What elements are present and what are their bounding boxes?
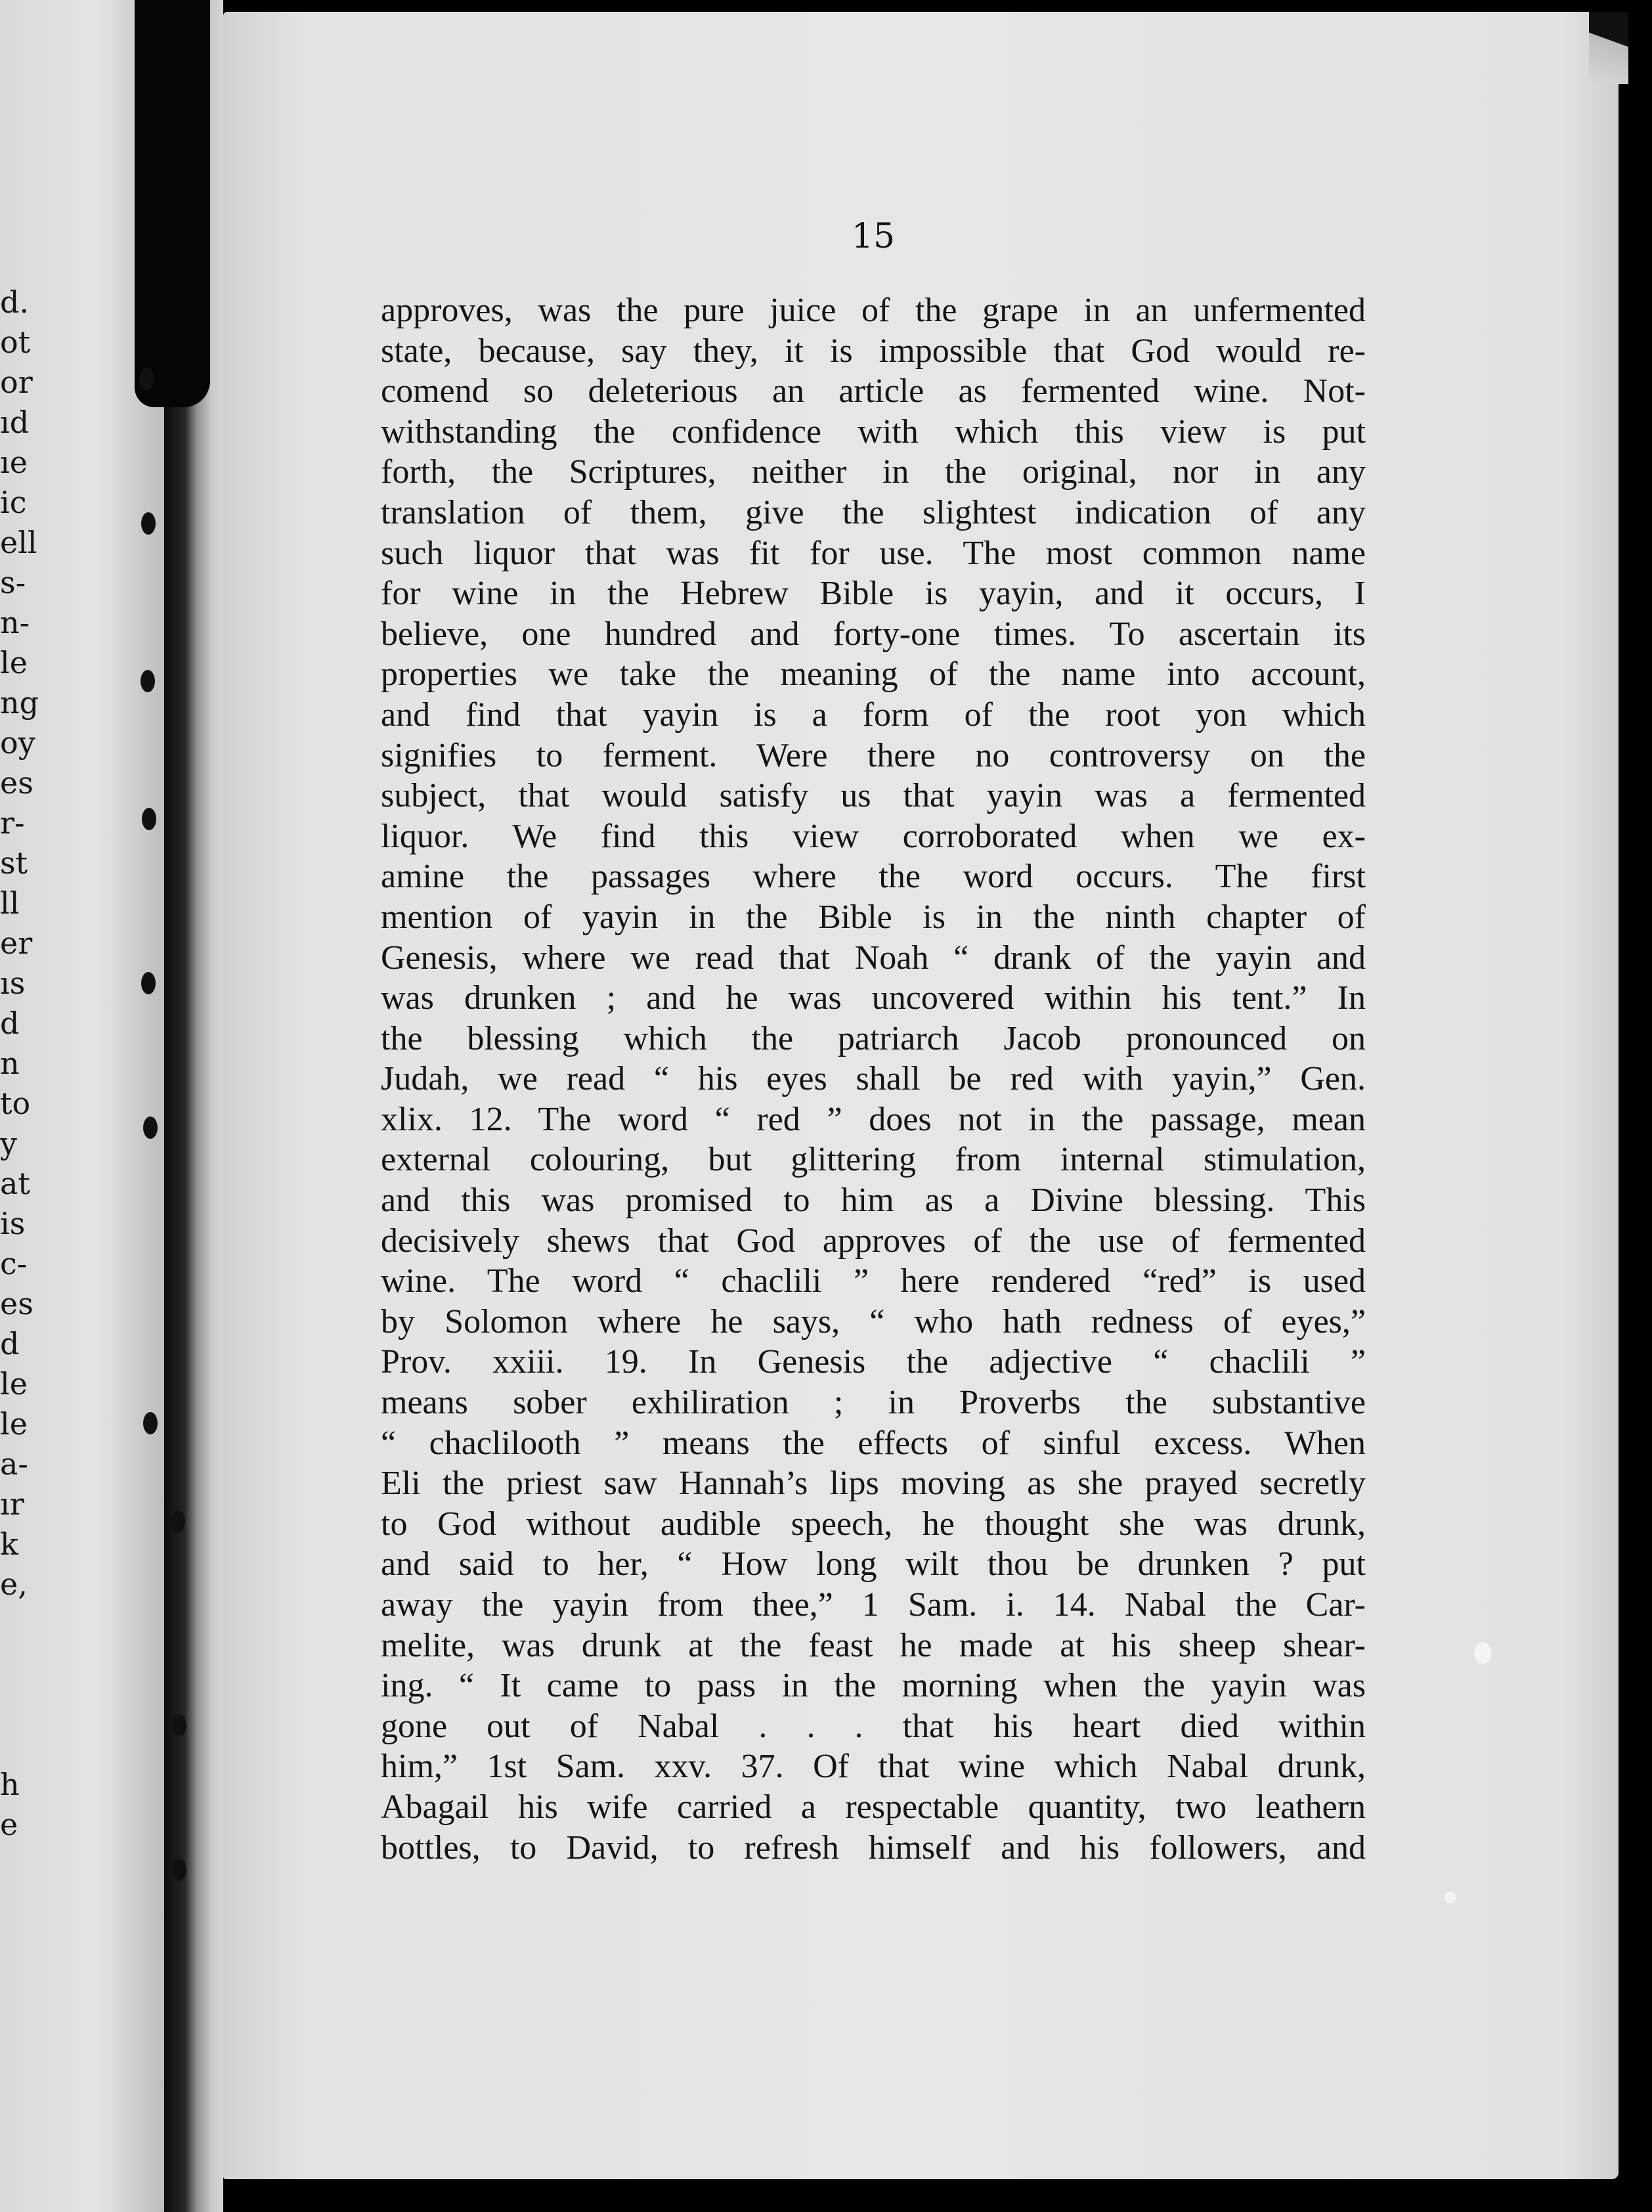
left-fragment: ır: [0, 1486, 24, 1522]
left-fragment: es: [0, 765, 33, 801]
left-fragment: y: [0, 1126, 17, 1161]
text-line: comend so deleterious an article as fermented wine. Not-: [381, 372, 1366, 410]
text-line: properties we take the meaning of the name into account,: [381, 655, 1366, 694]
text-line: and find that yayin is a form of the root yon which: [381, 696, 1366, 734]
left-fragment: k: [0, 1526, 18, 1562]
paper-speck: [1445, 1891, 1456, 1903]
page-corner-fold: [1589, 12, 1628, 84]
text-line: external colouring, but glittering from internal stimulation,: [381, 1141, 1366, 1179]
left-fragment: or: [0, 365, 33, 400]
paper-speck: [1474, 1642, 1491, 1664]
left-fragment: es: [0, 1286, 33, 1321]
text-line: withstanding the confidence with which this view is put: [381, 412, 1366, 451]
left-fragment: a-: [0, 1446, 28, 1482]
left-fragment: s-: [0, 565, 26, 600]
text-line: state, because, say they, it is impossible that God would re-: [381, 332, 1366, 370]
left-fragment: oy: [0, 725, 35, 761]
binding-stitch: [171, 1511, 185, 1533]
binding-stitch: [141, 972, 156, 994]
text-line: liquor. We find this view corroborated when we ex-: [381, 817, 1366, 855]
text-line: away the yayin from thee,” 1 Sam. i. 14. Nabal the Car-: [381, 1586, 1366, 1624]
text-line: for wine in the Hebrew Bible is yayin, and it occurs, I: [381, 575, 1366, 613]
left-fragment: ng: [0, 685, 39, 720]
left-fragment: ell: [0, 525, 37, 560]
left-page-text-fragments: [0, 282, 39, 1845]
binding-stitch: [142, 808, 156, 830]
text-line: Abagail his wife carried a respectable quantity, two leathern: [381, 1788, 1366, 1826]
left-fragment: r-: [0, 805, 25, 841]
text-line: such liquor that was fit for use. The most common name: [381, 534, 1366, 572]
left-fragment: to: [0, 1086, 31, 1121]
text-line: decisively shews that God approves of the use of fermented: [381, 1222, 1366, 1260]
text-line: was drunken ; and he was uncovered within his tent.” In: [381, 979, 1366, 1017]
text-line: gone out of Nabal . . . that his heart died within: [381, 1707, 1366, 1745]
text-line: believe, one hundred and forty-one times. To ascertain its: [381, 615, 1366, 653]
binding-stitch: [172, 1714, 186, 1736]
text-line: and this was promised to him as a Divine blessing. This: [381, 1182, 1366, 1220]
left-fragment: er: [0, 925, 33, 961]
binding-stitch: [141, 512, 156, 535]
text-line: bottles, to David, to refresh himself and his followers, and: [381, 1828, 1366, 1867]
left-fragment: ot: [0, 324, 31, 360]
binding-stitch: [139, 368, 154, 390]
text-line: subject, that would satisfy us that yayin was a fermented: [381, 777, 1366, 815]
left-fragment: ll: [0, 885, 20, 921]
text-line: ing. “ It came to pass in the morning when the yayin was: [381, 1667, 1366, 1705]
text-line: translation of them, give the slightest indication of any: [381, 493, 1366, 531]
gutter-shadow: [135, 0, 210, 407]
left-fragment: ic: [0, 485, 27, 520]
text-line: means sober exhiliration ; in Proverbs the substantive: [381, 1384, 1366, 1422]
text-line: xlix. 12. The word “ red ” does not in the passage, mean: [381, 1100, 1366, 1138]
left-fragment: d.: [0, 284, 30, 320]
left-fragment: d: [0, 1326, 20, 1361]
left-fragment: at: [0, 1166, 30, 1201]
text-line: him,” 1st Sam. xxv. 37. Of that wine which Nabal drunk,: [381, 1748, 1366, 1786]
text-line: the blessing which the patriarch Jacob pronounced on: [381, 1019, 1366, 1057]
page-body-text: [381, 290, 1366, 1868]
text-line: Judah, we read “ his eyes shall be red with yayin,” Gen.: [381, 1060, 1366, 1098]
left-fragment: le: [0, 645, 28, 680]
text-line: Eli the priest saw Hannah’s lips moving as she prayed secretly: [381, 1465, 1366, 1503]
text-line: and said to her, “ How long wilt thou be drunken ? put: [381, 1545, 1366, 1583]
left-fragment: h: [0, 1767, 20, 1802]
binding-stitch: [172, 1859, 186, 1881]
left-fragment: n: [0, 1046, 20, 1081]
left-fragment: c-: [0, 1246, 28, 1281]
left-fragment: ıd: [0, 405, 30, 440]
text-line: signifies to ferment. Were there no controversy on the: [381, 736, 1366, 774]
text-line: to God without audible speech, he thought she was drunk,: [381, 1505, 1366, 1543]
page-number: 15: [851, 217, 896, 256]
left-fragment: n-: [0, 605, 30, 640]
text-line: forth, the Scriptures, neither in the original, nor in any: [381, 453, 1366, 491]
binding-stitch: [141, 670, 155, 692]
binding-stitch: [143, 1117, 158, 1139]
text-line: “ chaclilooth ” means the effects of sinful excess. When: [381, 1424, 1366, 1462]
left-fragment: le: [0, 1406, 28, 1442]
text-line: by Solomon where he says, “ who hath redness of eyes,”: [381, 1302, 1366, 1340]
left-fragment: e,: [0, 1566, 28, 1602]
text-line: Genesis, where we read that Noah “ drank of the yayin and: [381, 939, 1366, 977]
left-fragment: ıs: [0, 965, 26, 1001]
binding-stitch: [143, 1412, 158, 1434]
text-line: wine. The word “ chaclili ” here rendered “red” is used: [381, 1262, 1366, 1300]
left-fragment: ıe: [0, 445, 28, 480]
left-fragment: is: [0, 1206, 26, 1241]
text-line: mention of yayin in the Bible is in the ninth chapter of: [381, 898, 1366, 936]
text-line: amine the passages where the word occurs. The first: [381, 858, 1366, 896]
left-fragment: st: [0, 845, 28, 881]
left-fragment: d: [0, 1006, 20, 1041]
text-line: melite, was drunk at the feast he made at his sheep shear-: [381, 1626, 1366, 1664]
text-line: approves, was the pure juice of the grape in an unfermented: [381, 292, 1366, 329]
left-fragment: le: [0, 1366, 28, 1402]
left-fragment: e: [0, 1807, 18, 1842]
text-line: Prov. xxiii. 19. In Genesis the adjective “ chaclili ”: [381, 1343, 1366, 1381]
